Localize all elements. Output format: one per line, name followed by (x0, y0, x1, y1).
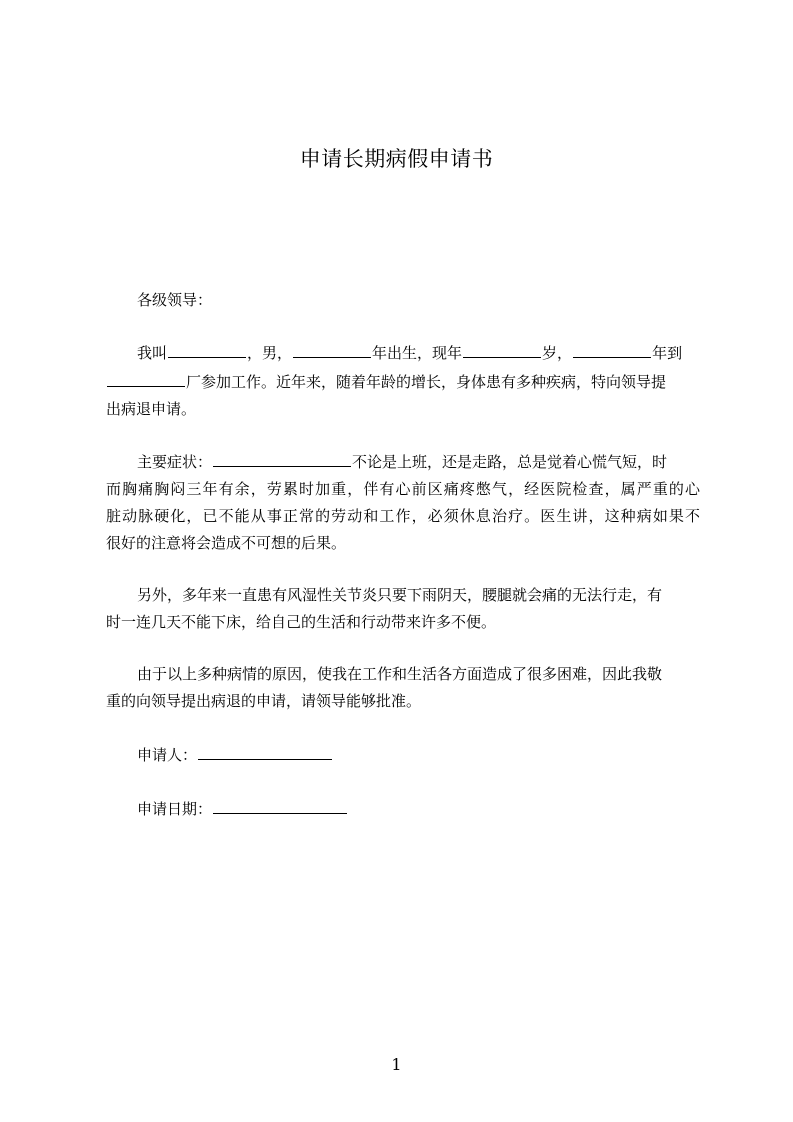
text-segment: 岁， (542, 344, 573, 362)
text-segment: 不论是上班，还是走路，总是觉着心慌气短，时 (352, 453, 668, 471)
page-number: 1 (391, 1055, 402, 1074)
date-label: 申请日期： (137, 800, 213, 818)
paragraph-2-line-2: 而胸痛胸闷三年有余，劳累时加重，伴有心前区痛疼憋气，经医院检查，属严重的心 (106, 480, 700, 498)
text-segment: ，男， (247, 344, 293, 362)
paragraph-2-line-3: 脏动脉硬化，已不能从事正常的劳动和工作，必须休息治疗。医生讲，这种病如果不 (106, 507, 700, 525)
paragraph-1-line-3: 出病退申请。 (106, 400, 197, 418)
text-segment: 我叫 (137, 344, 168, 362)
paragraph-1-line-2 (106, 372, 666, 392)
salutation: 各级领导： (137, 291, 213, 309)
paragraph-2-line-4: 很好的注意将会造成不可想的后果。 (106, 534, 347, 552)
text-segment: 厂参加工作。近年来，随着年龄的增长，身体患有多种疾病，特向领导提 (186, 373, 667, 391)
symptoms-blank[interactable] (213, 452, 351, 467)
applicant-label: 申请人： (137, 746, 198, 764)
birth-year-blank[interactable] (293, 343, 371, 358)
paragraph-4-line-1: 由于以上多种病情的原因，使我在工作和生活各方面造成了很多困难，因此我敬 (137, 665, 663, 683)
factory-blank[interactable] (107, 372, 185, 387)
date-blank[interactable] (213, 799, 347, 814)
paragraph-1-line-1 (137, 343, 682, 363)
age-blank[interactable] (463, 343, 541, 358)
date-line (137, 799, 348, 819)
paragraph-4-line-2: 重的向领导提出病退的申请，请领导能够批准。 (106, 692, 422, 710)
work-start-year-blank[interactable] (573, 343, 651, 358)
paragraph-3-line-1: 另外，多年来一直患有风湿性关节炎只要下雨阴天，腰腿就会痛的无法行走，有 (137, 586, 663, 604)
applicant-blank[interactable] (198, 745, 332, 760)
applicant-line (137, 745, 333, 765)
paragraph-3-line-2: 时一连几天不能下床，给自己的生活和行动带来许多不便。 (106, 613, 497, 631)
document-title: 申请长期病假申请书 (299, 147, 494, 171)
text-segment: 主要症状： (137, 453, 213, 471)
name-blank[interactable] (168, 343, 246, 358)
text-segment: 年出生，现年 (372, 344, 463, 362)
paragraph-2-line-1 (137, 452, 667, 472)
text-segment: 年到 (652, 344, 683, 362)
